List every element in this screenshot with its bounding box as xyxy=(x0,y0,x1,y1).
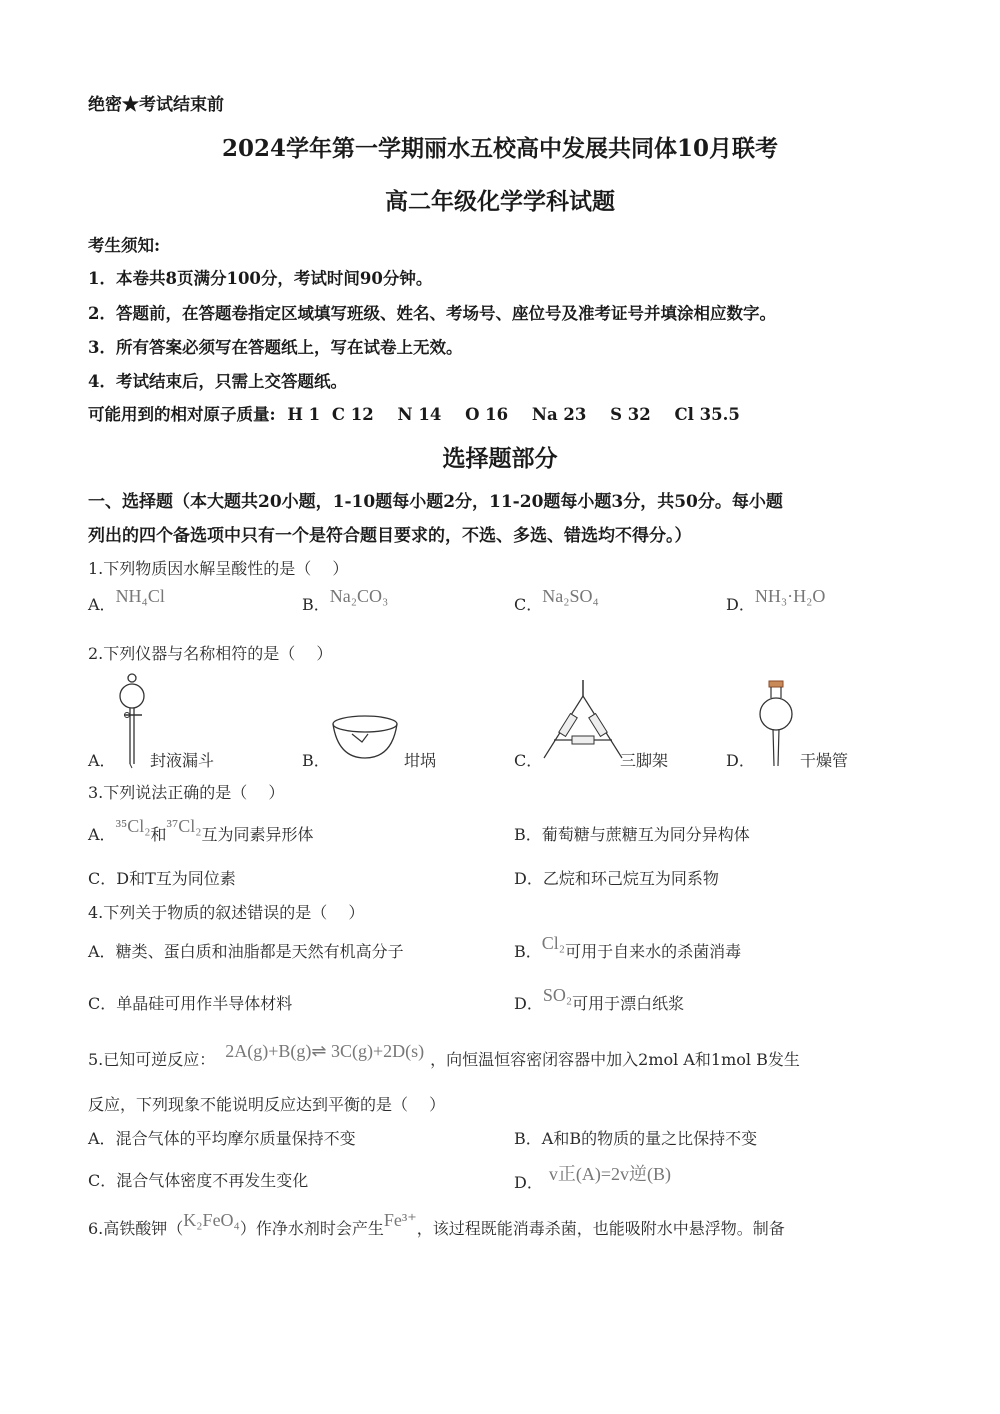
question-5-option-a[interactable]: A．混合气体的平均摩尔质量保持不变 xyxy=(88,1129,356,1148)
round-flask-icon xyxy=(756,678,796,770)
question-1-option-c[interactable]: C．Na₂SO₄ xyxy=(514,586,599,614)
section-instructions: 列出的四个备选项中只有一个是符合题目要求的，不选、多选、错选均不得分。） xyxy=(88,526,692,546)
instrument-label: 干燥管 xyxy=(800,751,849,770)
question-2-option-a[interactable]: A． xyxy=(88,751,116,770)
notice-item: 2．答题前，在答题卷指定区域填写班级、姓名、考场号、座位号及准考证号并填涂相应数字。 xyxy=(88,304,776,323)
formula: NH₄Cl xyxy=(115,586,165,606)
question-1-option-d[interactable]: D．NH₃·H₂O xyxy=(726,586,826,614)
question-1-stem: 1.下列物质因水解呈酸性的是（ ） xyxy=(88,559,349,578)
atomic-mass: Cl 35.5 xyxy=(674,405,740,424)
question-3-stem: 3.下列说法正确的是（ ） xyxy=(88,783,285,802)
question-1-option-b[interactable]: B．Na₂CO₃ xyxy=(302,586,389,614)
question-3-option-d[interactable]: D．乙烷和环己烷互为同系物 xyxy=(514,869,719,888)
chemical-equation: 2A(g)+B(g)⇌ 3C(g)+2D(s) xyxy=(225,1041,425,1061)
question-2-stem: 2.下列仪器与名称相符的是（ ） xyxy=(88,644,333,663)
instrument-label: 坩埚 xyxy=(404,751,437,770)
question-5-stem: 5.已知可逆反应： 2A(g)+B(g)⇌ 3C(g)+2D(s) ，向恒温恒容密闭容器中加入2mol A和1mol B发生 xyxy=(88,1041,800,1069)
question-5-option-d[interactable]: D． v正(A)=2v逆(B) xyxy=(514,1164,671,1192)
question-2-option-b[interactable]: B． xyxy=(302,751,330,770)
clay-triangle-icon xyxy=(540,678,626,770)
question-2-option-d[interactable]: D． xyxy=(726,751,755,770)
section-instructions: 一、选择题（本大题共20小题，1-10题每小题2分，11-20题每小题3分，共50分。每小题 xyxy=(88,492,783,512)
formula: ³⁷Cl₂ xyxy=(166,816,202,836)
instrument-label: 三脚架 xyxy=(620,751,669,770)
question-4-option-d[interactable]: D．SO₂可用于漂白纸浆 xyxy=(514,985,685,1013)
question-5-option-c[interactable]: C．混合气体密度不再发生变化 xyxy=(88,1171,309,1190)
question-4-option-a[interactable]: A．糖类、蛋白质和油脂都是天然有机高分子 xyxy=(88,942,404,961)
question-4-stem: 4.下列关于物质的叙述错误的是（ ） xyxy=(88,903,365,922)
separatory-funnel-icon xyxy=(116,672,152,772)
atomic-mass: C 12 xyxy=(331,405,374,424)
question-5-stem-line2: 反应，下列现象不能说明反应达到平衡的是（ ） xyxy=(88,1095,446,1114)
confidential-label: 绝密★考试结束前 xyxy=(88,95,224,115)
formula: ³⁵Cl₂ xyxy=(115,816,151,836)
formula: Fe³⁺ xyxy=(383,1210,417,1230)
atomic-mass-line xyxy=(88,401,758,425)
formula: Na₂SO₄ xyxy=(542,586,599,606)
atomic-mass: H 1 xyxy=(287,405,321,424)
question-6-stem: 6.高铁酸钾（K₂FeO₄）作净水剂时会产生Fe³⁺，该过程既能消毒杀菌，也能吸附水中悬浮物。制备 xyxy=(88,1210,785,1238)
atomic-mass: S 32 xyxy=(610,405,651,424)
question-3-option-b[interactable]: B．葡萄糖与蔗糖互为同分异构体 xyxy=(514,825,750,844)
question-4-option-c[interactable]: C．单晶硅可用作半导体材料 xyxy=(88,994,293,1013)
notice-heading: 考生须知: xyxy=(88,236,161,255)
instrument-label: 封液漏斗 xyxy=(150,751,215,770)
atomic-mass: Na 23 xyxy=(531,405,587,424)
formula: NH₃·H₂O xyxy=(754,586,826,606)
atomic-mass: N 14 xyxy=(397,405,442,424)
question-3-option-a[interactable]: A．³⁵Cl₂和³⁷Cl₂互为同素异形体 xyxy=(88,816,314,844)
notice-item: 3．所有答案必须写在答题纸上，写在试卷上无效。 xyxy=(88,338,463,357)
formula: Na₂CO₃ xyxy=(329,586,389,606)
question-3-option-c[interactable]: C．D和T互为同位素 xyxy=(88,869,236,888)
exam-subtitle: 高二年级化学学科试题 xyxy=(385,188,615,215)
notice-item: 1．本卷共8页满分100分，考试时间90分钟。 xyxy=(88,269,433,288)
question-4-option-b[interactable]: B．Cl₂可用于自来水的杀菌消毒 xyxy=(514,933,742,961)
formula: K₂FeO₄ xyxy=(183,1210,240,1230)
atomic-mass: O 16 xyxy=(465,405,509,424)
evaporating-dish-icon xyxy=(330,712,400,762)
question-1-option-a[interactable]: A．NH₄Cl xyxy=(88,586,165,614)
notice-item: 4．考试结束后，只需上交答题纸。 xyxy=(88,372,347,391)
question-5-option-b[interactable]: B．A和B的物质的量之比保持不变 xyxy=(514,1129,758,1148)
atomic-mass-label: 可能用到的相对原子质量: xyxy=(88,405,276,424)
formula: v正(A)=2v逆(B) xyxy=(548,1164,671,1184)
formula: SO₂ xyxy=(542,985,573,1005)
section-title: 选择题部分 xyxy=(442,445,558,472)
formula: Cl₂ xyxy=(541,933,566,953)
exam-title: 2024学年第一学期丽水五校高中发展共同体10月联考 xyxy=(221,135,779,162)
question-2-option-c[interactable]: C． xyxy=(514,751,543,770)
